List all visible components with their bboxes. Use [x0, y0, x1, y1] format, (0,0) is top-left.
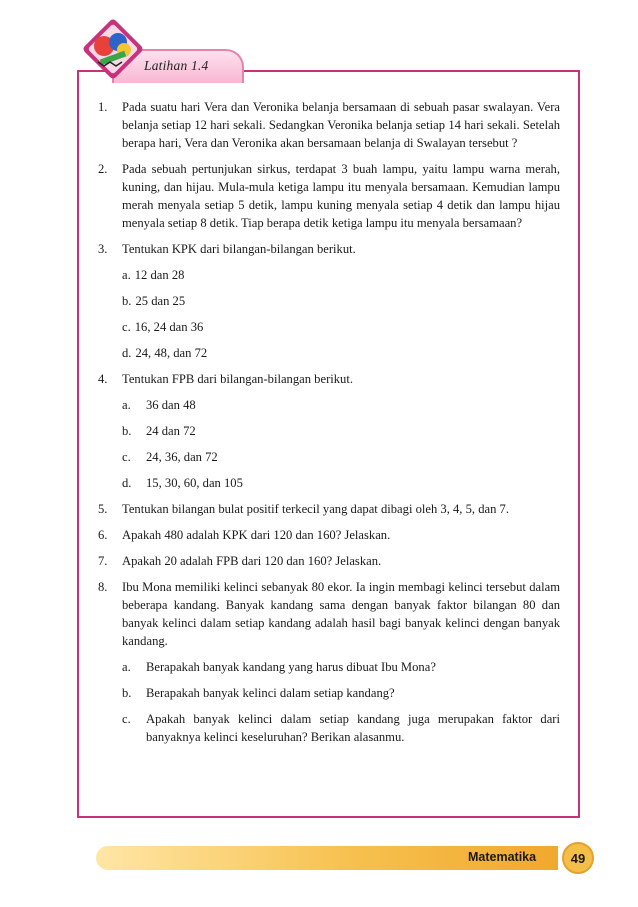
subitem-text: Berapakah banyak kelinci dalam setiap kandang? [146, 686, 395, 700]
exercise-item [98, 552, 560, 570]
subitem-text: Berapakah banyak kandang yang harus dibuat Ibu Mona? [146, 660, 436, 674]
subitem-text: 24, 48, dan 72 [135, 346, 208, 360]
exercise-number: 2. [98, 162, 108, 176]
page-number: 49 [562, 842, 594, 874]
exercise-subitem [122, 658, 560, 676]
exercise-item [98, 240, 560, 362]
exercise-item [98, 526, 560, 544]
exercise-item [98, 160, 560, 232]
subitem-label: d. [122, 346, 132, 360]
exercise-number: 5. [98, 502, 108, 516]
subitem-text: 36 dan 48 [146, 398, 196, 412]
exercise-subitem [122, 448, 560, 466]
subitem-label: b. [122, 686, 132, 700]
exercise-item [98, 500, 560, 518]
subitem-text: Apakah banyak kelinci dalam setiap kandang juga merupakan faktor dari banyaknya kelinci keseluruhan? Berikan alasanmu. [146, 712, 560, 744]
exercise-title: Latihan 1.4 [144, 58, 209, 73]
subitem-label: d. [122, 476, 132, 490]
exercise-text: Pada sebuah pertunjukan sirkus, terdapat 3 buah lampu, yaitu lampu warna merah, kuning, dan hijau. Mula-mula ketiga lampu itu menyala bersamaan. Kemudian lampu merah menyala setiap 5 detik, lampu kuning menyala setiap 4 detik dan lampu hijau menyala setiap 8 detik. Tiap berapa detik ketiga lampu itu menyala bersamaan? [122, 162, 560, 230]
exercise-text: Apakah 480 adalah KPK dari 120 dan 160? Jelaskan. [122, 528, 391, 542]
exercise-subitem [122, 684, 560, 702]
exercise-text: Tentukan KPK dari bilangan-bilangan berikut. [122, 242, 356, 256]
exercise-subitem [122, 318, 560, 336]
subitem-text: 24 dan 72 [146, 424, 196, 438]
exercise-text: Tentukan bilangan bulat positif terkecil yang dapat dibagi oleh 3, 4, 5, dan 7. [122, 502, 509, 516]
exercise-text: Pada suatu hari Vera dan Veronika belanja bersamaan di sebuah pasar swalayan. Vera belanja setiap 12 hari sekali. Sedangkan Veronika belanja setiap 14 hari sekali. Setelah berapa hari, Vera dan Veronika akan bersamaan belanja di Swalayan tersebut ? [122, 100, 560, 150]
exercise-subitem [122, 292, 560, 310]
subitem-label: a. [122, 398, 131, 412]
exercise-item [98, 370, 560, 492]
exercise-subitem [122, 710, 560, 746]
exercise-number: 7. [98, 554, 108, 568]
subitem-label: a. [122, 268, 131, 282]
subitem-label: a. [122, 660, 131, 674]
exercise-list [98, 98, 560, 754]
exercise-subitem [122, 474, 560, 492]
subitem-text: 25 dan 25 [135, 294, 186, 308]
subitem-label: c. [122, 712, 131, 726]
subitem-text: 12 dan 28 [134, 268, 185, 282]
subitem-label: b. [122, 424, 132, 438]
exercise-item [98, 98, 560, 152]
exercise-item [98, 578, 560, 746]
subitem-text: 16, 24 dan 36 [134, 320, 204, 334]
exercise-subitem [122, 422, 560, 440]
exercise-number: 8. [98, 580, 108, 594]
subitem-label: c. [122, 450, 131, 464]
exercise-text: Ibu Mona memiliki kelinci sebanyak 80 ekor. Ia ingin membagi kelinci tersebut dalam beberapa kandang. Banyak kandang sama dengan banyak faktor bilangan 80 dan banyak kelinci dalam setiap kandang adalah hasil bagi banyak kelinci dengan banyak kandang. [122, 580, 560, 648]
exercise-text: Apakah 20 adalah FPB dari 120 dan 160? Jelaskan. [122, 554, 382, 568]
exercise-number: 4. [98, 372, 108, 386]
subitem-text: 24, 36, dan 72 [146, 450, 218, 464]
subitem-text: 15, 30, 60, dan 105 [146, 476, 243, 490]
footer-subject: Matematika [468, 850, 537, 864]
exercise-number: 3. [98, 242, 108, 256]
subitem-label: c. [122, 320, 131, 334]
exercise-text: Tentukan FPB dari bilangan-bilangan berikut. [122, 372, 354, 386]
subitem-label: b. [122, 294, 132, 308]
exercise-subitem [122, 396, 560, 414]
exercise-number: 6. [98, 528, 108, 542]
exercise-number: 1. [98, 100, 108, 114]
exercise-subitem [122, 344, 560, 362]
latihan-badge-icon [80, 16, 146, 82]
exercise-subitem [122, 266, 560, 284]
